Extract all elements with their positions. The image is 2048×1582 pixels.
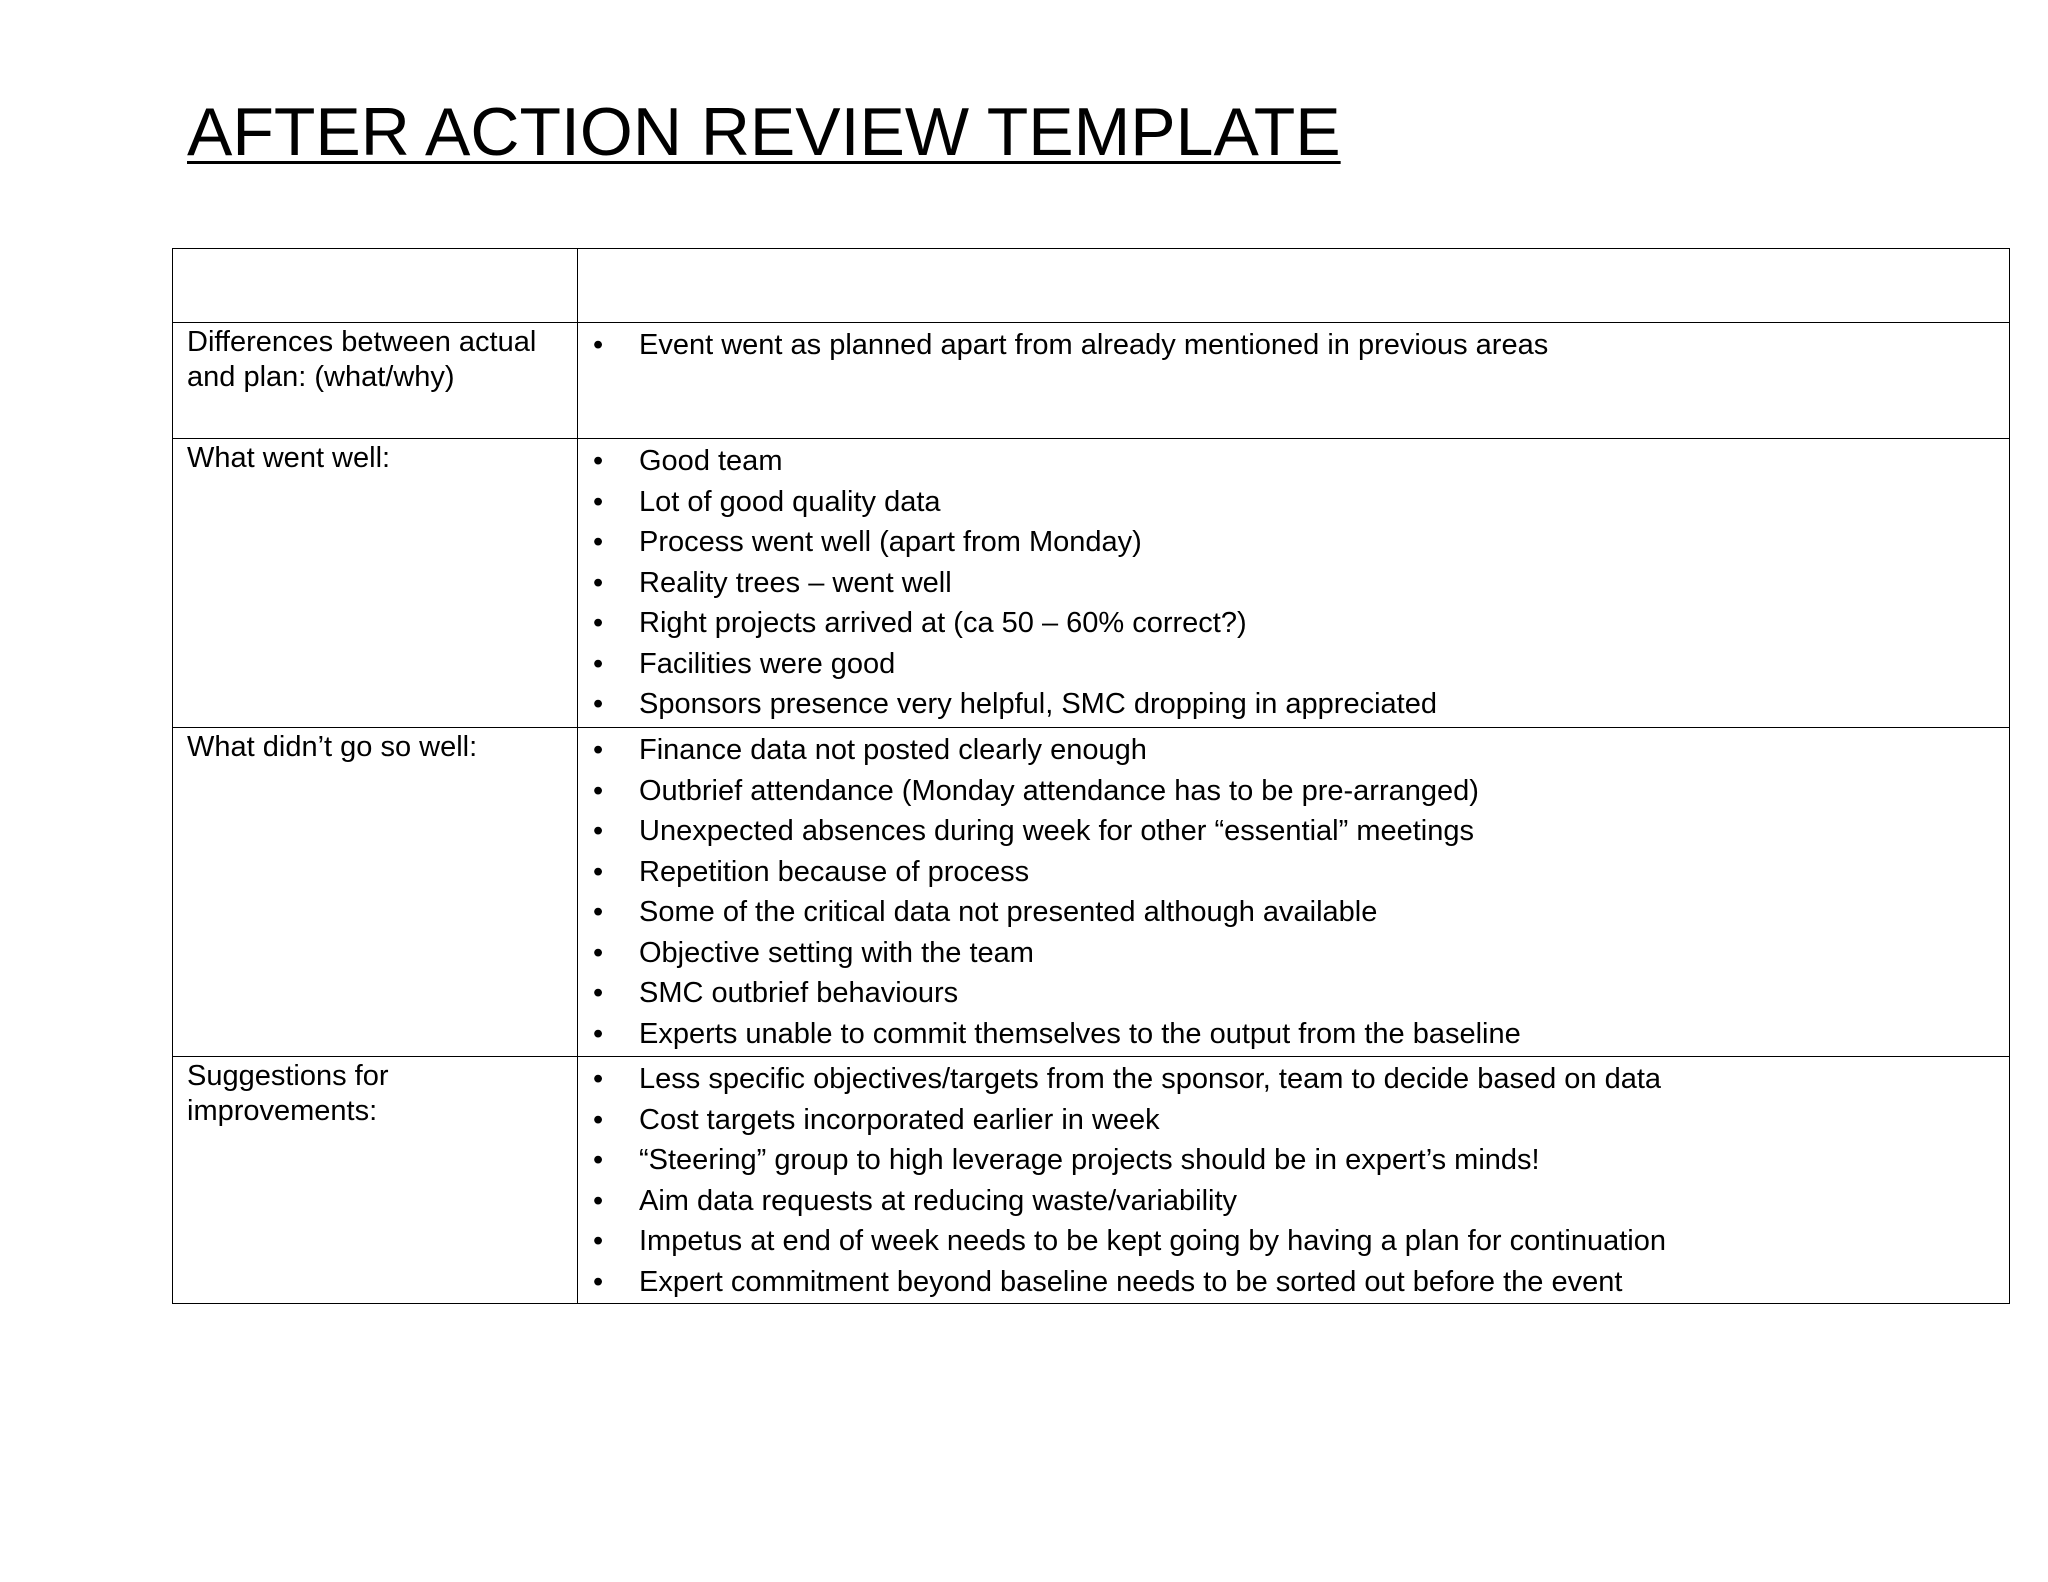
row-content-what-went-well — [578, 439, 2010, 728]
list-item: • Expert commitment beyond baseline needs to be sorted out before the event — [588, 1262, 1999, 1303]
list-item: • Sponsors presence very helpful, SMC dropping in appreciated — [588, 684, 1999, 725]
page-title: AFTER ACTION REVIEW TEMPLATE — [187, 94, 1341, 170]
table-row-differences — [173, 323, 2010, 439]
row-content-what-didnt-go-well — [578, 728, 2010, 1057]
list-item: • Unexpected absences during week for other “essential” meetings — [588, 811, 1999, 852]
row-label-differences: Differences between actual and plan: (what/why) — [173, 323, 578, 439]
bullet-list-suggestions — [588, 1059, 1999, 1302]
list-item: • Outbrief attendance (Monday attendance has to be pre-arranged) — [588, 771, 1999, 812]
table-header-row — [173, 249, 2010, 323]
list-item: • “Steering” group to high leverage projects should be in expert’s minds! — [588, 1140, 1999, 1181]
list-item: • Right projects arrived at (ca 50 – 60% correct?) — [588, 603, 1999, 644]
list-item: • Event went as planned apart from already mentioned in previous areas — [588, 325, 1999, 366]
bullet-list-differences — [588, 325, 1999, 366]
list-item: • Repetition because of process — [588, 852, 1999, 893]
list-item: • Aim data requests at reducing waste/variability — [588, 1181, 1999, 1222]
list-item: • Good team — [588, 441, 1999, 482]
list-item: • Cost targets incorporated earlier in week — [588, 1100, 1999, 1141]
list-item: • Experts unable to commit themselves to the output from the baseline — [588, 1014, 1999, 1055]
list-item: • Some of the critical data not presented although available — [588, 892, 1999, 933]
after-action-review-table — [172, 248, 2010, 1304]
bullet-list-what-went-well — [588, 441, 1999, 725]
list-item: • Finance data not posted clearly enough — [588, 730, 1999, 771]
row-content-differences — [578, 323, 2010, 439]
row-label-what-didnt-go-well: What didn’t go so well: — [173, 728, 578, 1057]
row-label-what-went-well: What went well: — [173, 439, 578, 728]
list-item: • Objective setting with the team — [588, 933, 1999, 974]
header-content-cell — [578, 249, 2010, 323]
list-item: • Reality trees – went well — [588, 563, 1999, 604]
header-label-cell — [173, 249, 578, 323]
bullet-list-what-didnt-go-well — [588, 730, 1999, 1054]
list-item: • Facilities were good — [588, 644, 1999, 685]
list-item: • Lot of good quality data — [588, 482, 1999, 523]
table-row-what-didnt-go-well — [173, 728, 2010, 1057]
row-content-suggestions — [578, 1057, 2010, 1304]
list-item: • Process went well (apart from Monday) — [588, 522, 1999, 563]
list-item: • Impetus at end of week needs to be kept going by having a plan for continuation — [588, 1221, 1999, 1262]
list-item: • SMC outbrief behaviours — [588, 973, 1999, 1014]
row-label-suggestions: Suggestions for improvements: — [173, 1057, 578, 1304]
list-item: • Less specific objectives/targets from the sponsor, team to decide based on data — [588, 1059, 1999, 1100]
table-row-what-went-well — [173, 439, 2010, 728]
table-row-suggestions — [173, 1057, 2010, 1304]
